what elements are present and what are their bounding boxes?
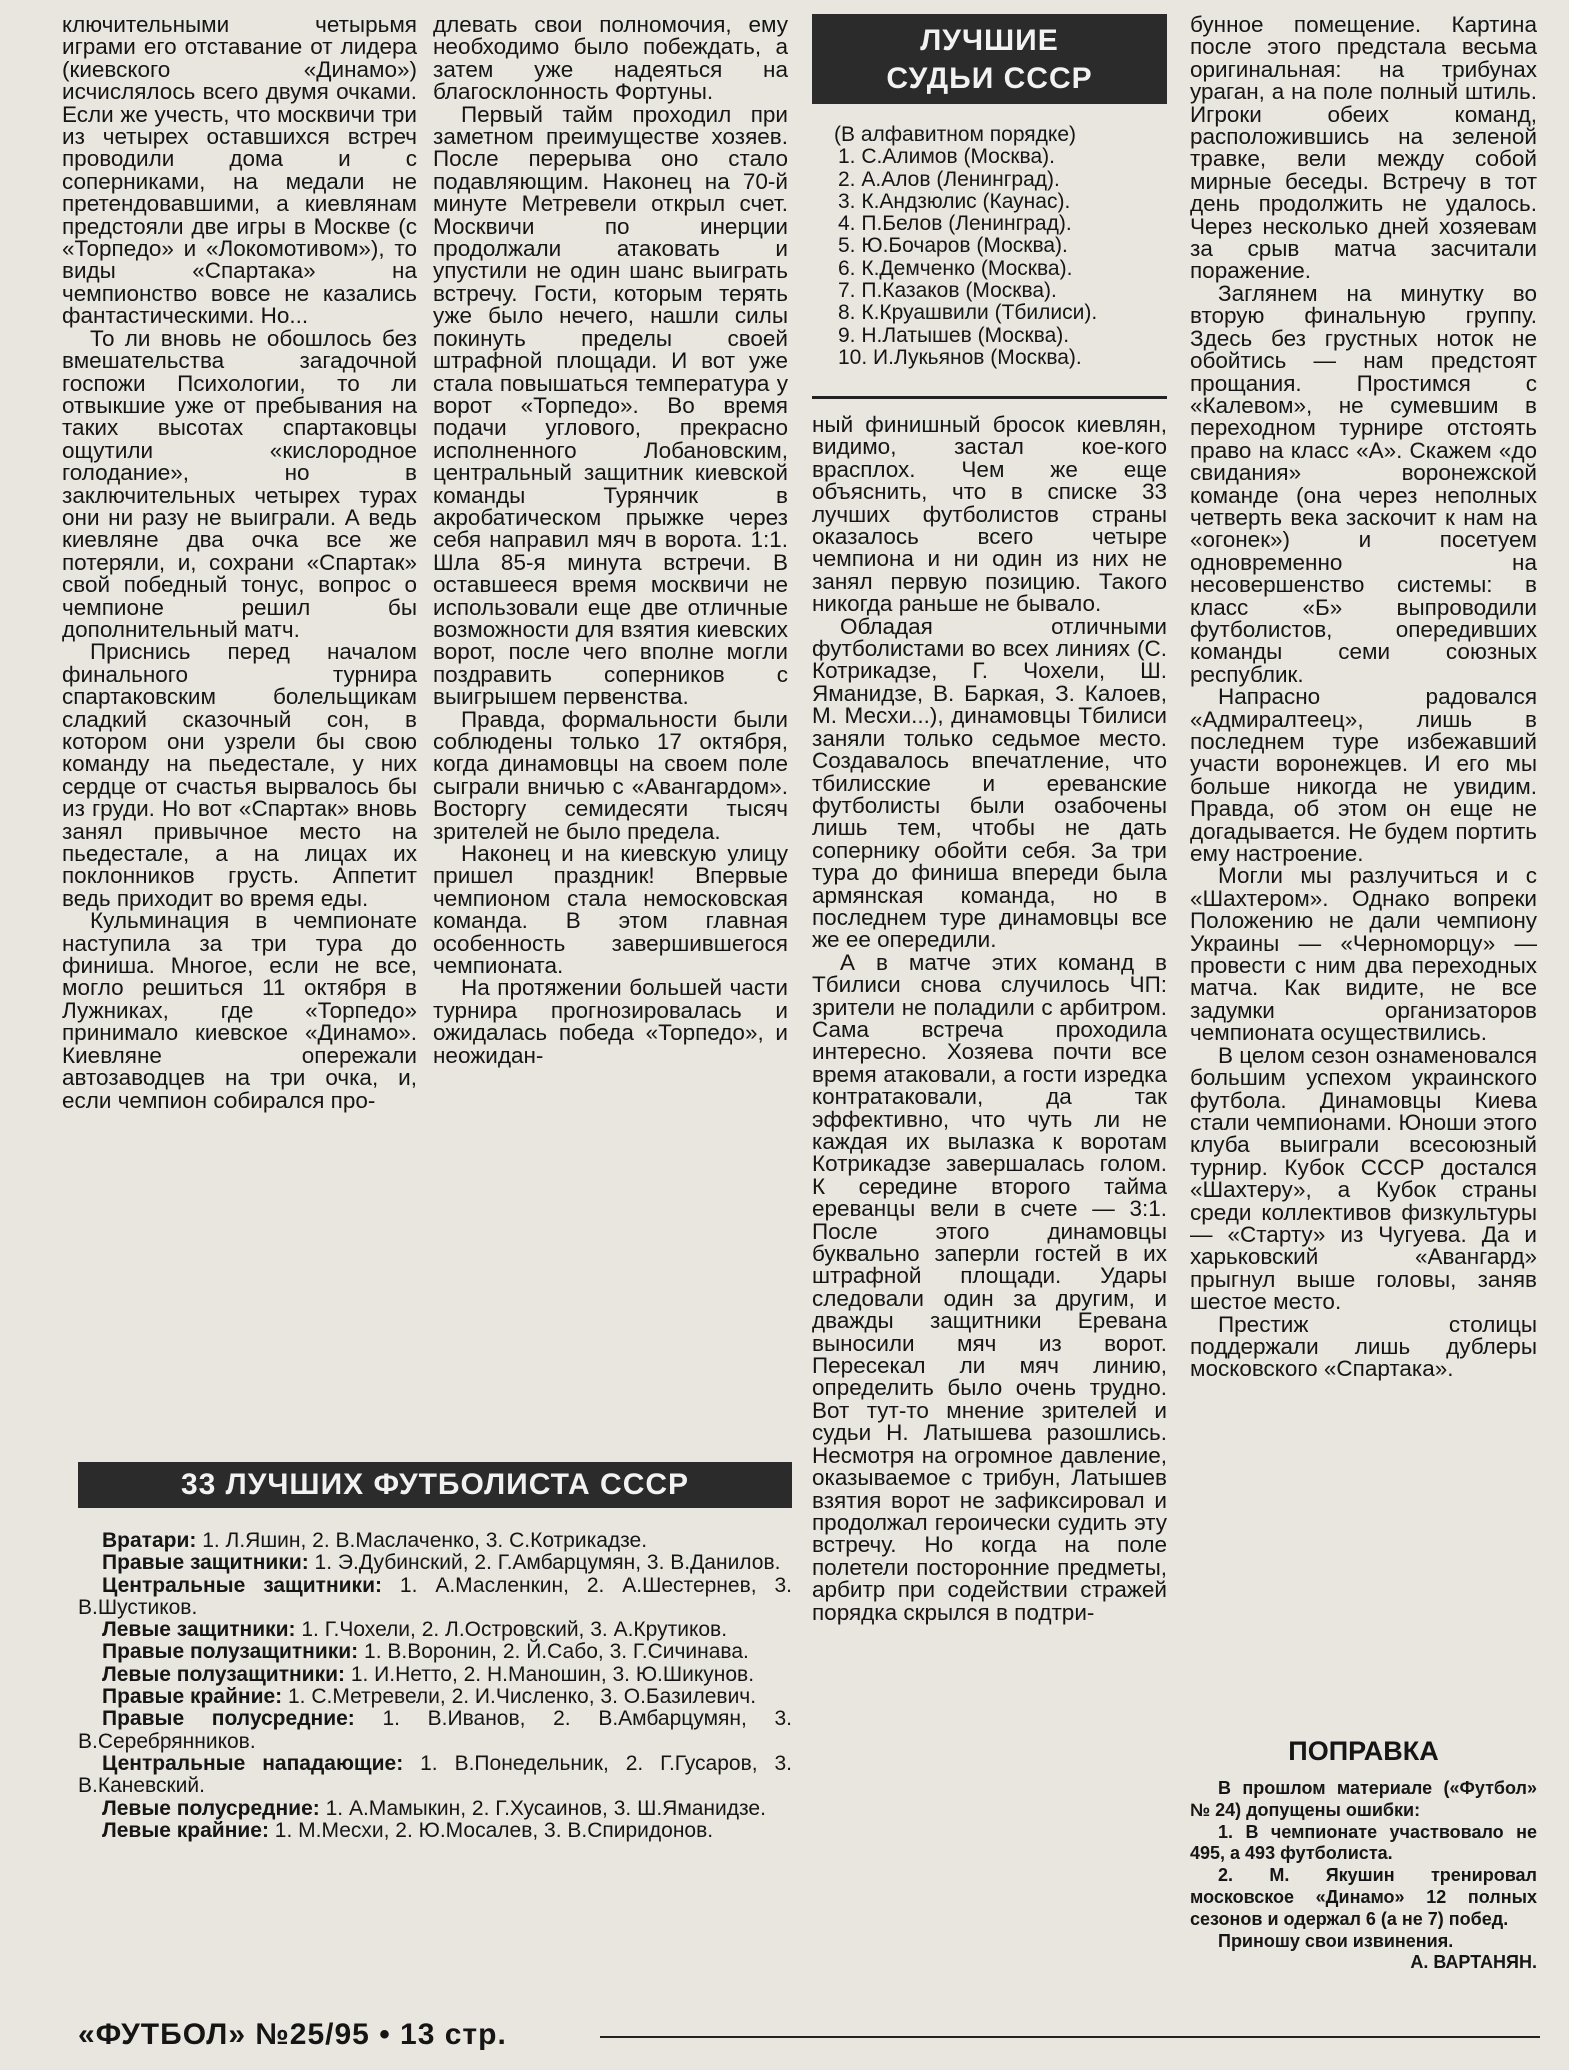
position-label: Левые защитники:	[102, 1618, 296, 1642]
player-names: 1. В.Понедельник, 2. Г.Гусаров, 3. В.Каневский.	[78, 1751, 792, 1798]
position-label: Центральные защитники:	[102, 1573, 382, 1597]
players-title-banner: 33 ЛУЧШИХ ФУТБОЛИСТА СССР	[78, 1462, 792, 1508]
paragraph: Обладая отличными футболистами во всех линиях (С. Котрикадзе, Г. Чохели, Ш. Яманидзе, В. Баркая, З. Калоев, М. Месхи...), динамовцы Тбилиси заняли только седьмое место. Создавалось впечатление, что тбилисские и ереванские футболисты были озабочены лишь тем, чтобы не дать сопернику обойти себя. За три тура до финиша впереди была армянская команда, но в последнем туре динамовцы все же ее опередили.	[812, 613, 1167, 953]
player-names: 1. Э.Дубинский, 2. Г.Амбарцумян, 3. В.Данилов.	[308, 1551, 781, 1575]
players-row	[78, 1619, 792, 1641]
position-label: Правые защитники:	[102, 1551, 309, 1575]
players-row	[78, 1530, 792, 1552]
players-list	[78, 1530, 792, 1842]
paragraph: А в матче этих команд в Тбилиси снова случилось ЧП: зрители не поладили с арбитром. Сама встреча проходила интересно. Хозяева почти все время атаковали, а гости изредка контратаковали, да так эффективно, что чуть ли не каждая их вылазка к воротам Котрикадзе завершалась голом. К середине второго тайма ереванцы вели в счете — 3:1. После этого динамовцы буквально заперли гостей в их штрафной площади. Удары следовали один за другим, и дважды защитники Еревана выносили мяч из ворот. Пересекал ли мяч линию, определить было очень трудно. Вот тут-то мнение зрителей и судьи Н. Латышева разошлись. Несмотря на огромное давление, оказываемое с трибун, Латышев взятия ворот не зафиксировал и продолжал героически судить эту встречу. Но когда на поле полетели посторонние предметы, арбитр при содействии стражей порядка скрылся в подтри-	[812, 949, 1167, 1625]
players-row	[78, 1708, 792, 1753]
paragraph: бунное помещение. Картина после этого предстала весьма оригинальная: на трибунах ураган, а на поле полный штиль. Игроки обеих команд, расположившись на зеленой травке, вели между собой мирные беседы. Встречу в тот день продолжить не удалось. Через несколько дней хозяевам за срыв матча засчитали поражение.	[1190, 12, 1537, 284]
judge-item: 9. Н.Латышев (Москва).	[838, 323, 1070, 347]
player-names: 1. Л.Яшин, 2. В.Маслаченко, 3. С.Котрикадзе.	[196, 1529, 648, 1552]
player-names: 1. И.Нетто, 2. Н.Маношин, 3. Ю.Шикунов.	[345, 1662, 755, 1686]
paragraph: Кульминация в чемпионате наступила за три тура до финиша. Многое, если не все, могло решиться 11 октября в Лужниках, где «Торпедо» принимало киевское «Динамо». Киевляне опережали автозаводцев на три очка, и, если чемпион собирался про-	[62, 908, 417, 1113]
player-names: 1. М.Месхи, 2. Ю.Мосалев, 3. В.Спиридонов.	[268, 1818, 714, 1842]
paragraph: Престиж столицы поддержали лишь дублеры московского «Спартака».	[1190, 1311, 1537, 1382]
players-row	[78, 1798, 792, 1820]
correction-title: ПОПРАВКА	[1288, 1736, 1439, 1766]
players-row	[78, 1686, 792, 1708]
judge-item: 4. П.Белов (Ленинград).	[838, 212, 1072, 236]
judges-title-line2: СУДЬИ СССР	[886, 62, 1093, 95]
judges-intro: (В алфавитном порядке)	[834, 123, 1076, 146]
position-label: Левые полузащитники:	[102, 1662, 345, 1686]
footer-rule	[600, 2036, 1540, 2038]
correction-line: 2. М. Якушин тренировал московское «Динамо» 12 полных сезонов и одержал 6 (а не 7) побед.	[1190, 1865, 1537, 1929]
position-label: Центральные нападающие:	[102, 1751, 404, 1775]
paragraph: Напрасно радовался «Адмиралтеец», лишь в последнем туре избежавший участи воронежцев. И его мы больше никогда не увидим. Правда, об этом он еще не догадывается. Не будем портить ему настроение.	[1190, 684, 1537, 867]
correction-body	[1190, 1778, 1537, 1974]
article-column-4	[1190, 14, 1537, 1381]
player-names: 1. В.Иванов, 2. В.Амбарцумян, 3. В.Серебрянников.	[78, 1707, 792, 1753]
article-column-3	[812, 414, 1167, 1624]
paragraph: Первый тайм проходил при заметном преимуществе хозяев. После перерыва оно стало подавляющим. Наконец на 70-й минуте Метревели открыл счет. Москвичи по инерции продолжали атаковать и упустили не один шанс выиграть встречу. Гости, которым терять уже было нечего, нашли силы покинуть пределы своей штрафной площади. И вот уже стала повышаться температура у ворот «Торпедо». Во время подачи углового, прекрасно исполненного Лобановским, центральный защитник киевской команды Турянчик в акробатическом прыжке через себя направил мяч в ворота. 1:1. Шла 85-я минута встречи. В оставшееся время москвичи не использовали еще две отличные возможности для взятия киевских ворот, после чего вполне могли поздравить соперников с выигрышем первенства.	[433, 101, 788, 710]
player-names: 1. А.Мамыкин, 2. Г.Хусаинов, 3. Ш.Яманидзе.	[319, 1796, 766, 1820]
correction-line: В прошлом материале («Футбол» № 24) допущены ошибки:	[1190, 1778, 1537, 1820]
judge-item: 7. П.Казаков (Москва).	[838, 279, 1057, 303]
correction-signature: А. ВАРТАНЯН.	[1410, 1952, 1537, 1973]
paragraph: На протяжении большей части турнира прогнозировалась и ожидалась победа «Торпедо», и неожидан-	[433, 975, 788, 1068]
players-row	[78, 1753, 792, 1798]
paragraph: ный финишный бросок киевлян, видимо, застал кое-кого врасплох. Чем же еще объяснить, что в списке 33 лучших футболистов страны оказалось всего четыре чемпиона и ни один из них не занял первую позицию. Такого никогда раньше не бывало.	[812, 412, 1167, 617]
judge-item: 6. К.Демченко (Москва).	[838, 256, 1073, 280]
position-label: Левые крайние:	[102, 1818, 269, 1842]
players-row	[78, 1575, 792, 1620]
position-label: Правые крайние:	[102, 1685, 283, 1709]
judge-item: 8. К.Круашвили (Тбилиси).	[838, 301, 1098, 325]
judge-item: 1. С.Алимов (Москва).	[838, 145, 1055, 169]
players-row	[78, 1664, 792, 1686]
judge-item: 3. К.Андзюлис (Каунас).	[838, 189, 1071, 213]
players-row	[78, 1552, 792, 1574]
position-label: Левые полусредние:	[102, 1796, 320, 1820]
player-names: 1. А.Масленкин, 2. А.Шестернев, 3. В.Шустиков.	[78, 1573, 792, 1619]
correction-line: Приношу свои извинения.	[1218, 1930, 1454, 1951]
players-row	[78, 1820, 792, 1842]
judge-item: 10. И.Лукьянов (Москва).	[838, 345, 1082, 369]
paragraph: То ли вновь не обошлось без вмешательства загадочной госпожи Психологии, то ли отвыкшие уже от пребывания на таких высотах спартаковцы ощутили «кислородное голодание», но в заключительных четырех турах они ни разу не выиграли. А ведь киевляне два очка все же потеряли, и, сохрани «Спартак» свой победный тонус, вопрос о чемпионе решил бы дополнительный матч.	[62, 325, 417, 642]
judge-item: 5. Ю.Бочаров (Москва).	[838, 234, 1068, 258]
judge-item: 2. А.Алов (Ленинград).	[838, 167, 1060, 191]
position-label: Вратари:	[102, 1529, 197, 1552]
player-names: 1. С.Метревели, 2. И.Численко, 3. О.Базилевич.	[282, 1685, 757, 1709]
judges-list	[830, 124, 1160, 369]
paragraph: Приснись перед началом финального турнира спартаковским болельщикам сладкий сказочный сон, в котором они узрели бы свою команду на пьедестале, у них сердце от счастья вырвалось бы из груди. Но вот «Спартак» вновь занял привычное место на пьедестале, а на лицах их поклонников грусть. Аппетит ведь приходит во время еды.	[62, 639, 417, 911]
paragraph: Заглянем на минутку во вторую финальную группу. Здесь без грустных ноток не обойтись — нам предстоят прощания. Простимся с «Калевом», не сумевшим в переходном турнире отстоять право на класс «А». Скажем «до свидания» воронежской команде (она через неполных четверть века заскочит к нам на «огонек») и посетуем одновременно на несовершенство системы: в класс «Б» выпроводили футболистов, опередивших команды семи союзных республик.	[1190, 280, 1537, 687]
correction-line: 1. В чемпионате участвовало не 495, а 493 футболиста.	[1190, 1821, 1537, 1864]
paragraph: длевать свои полномочия, ему необходимо было побеждать, а затем уже надеяться на благосклонность Фортуны.	[433, 12, 788, 105]
article-column-2	[433, 14, 788, 1067]
page-footer: «ФУТБОЛ» №25/95 • 13 стр.	[78, 2018, 507, 2051]
paragraph: В целом сезон ознаменовался большим успехом украинского футбола. Динамовцы Киева стали чемпионами. Юноши этого клуба выиграли всесоюзный турнир. Кубок СССР достался «Шахтеру», а Кубок страны среди коллективов физкультуры — «Старту» из Чугуева. Да и харьковский «Авангард» прыгнул выше головы, заняв шестое место.	[1190, 1042, 1538, 1315]
article-column-1	[62, 14, 417, 1112]
paragraph: Наконец и на киевскую улицу пришел праздник! Впервые чемпионом стала немосковская команда. В этом главная особенность завершившегося чемпионата.	[433, 841, 788, 979]
paragraph: Правда, формальности были соблюдены только 17 октября, когда динамовцы на своем поле сыграли вничью с «Авангардом». Восторгу семидесяти тысяч зрителей не было предела.	[433, 706, 788, 844]
players-row	[78, 1641, 792, 1663]
paragraph: Могли мы разлучиться и с «Шахтером». Однако вопреки Положению не дали чемпиону Украины — «Черноморцу» — провести с ним два переходных матча. Как видите, не все задумки организаторов чемпионата осуществились.	[1190, 863, 1537, 1046]
judges-title-banner	[812, 14, 1167, 104]
position-label: Правые полузащитники:	[102, 1640, 359, 1664]
position-label: Правые полусредние:	[102, 1707, 355, 1731]
player-names: 1. В.Воронин, 2. Й.Сабо, 3. Г.Сичинава.	[358, 1640, 749, 1664]
paragraph: ключительными четырьмя играми его отставание от лидера (киевского «Динамо») исчислялось всего двумя очками. Если же учесть, что москвичи три из четырех оставшихся встреч проводили дома и с соперниками, на медали не претендовавшими, а киевлянам предстояли две игры в Москве (с «Торпедо» и «Локомотивом»), то виды «Спартака» на чемпионство вовсе не казались фантастическими. Но...	[62, 12, 417, 329]
judges-title-line1: ЛУЧШИЕ	[920, 24, 1059, 57]
section-divider	[812, 396, 1167, 399]
player-names: 1. Г.Чохели, 2. Л.Островский, 3. А.Крутиков.	[295, 1618, 728, 1642]
